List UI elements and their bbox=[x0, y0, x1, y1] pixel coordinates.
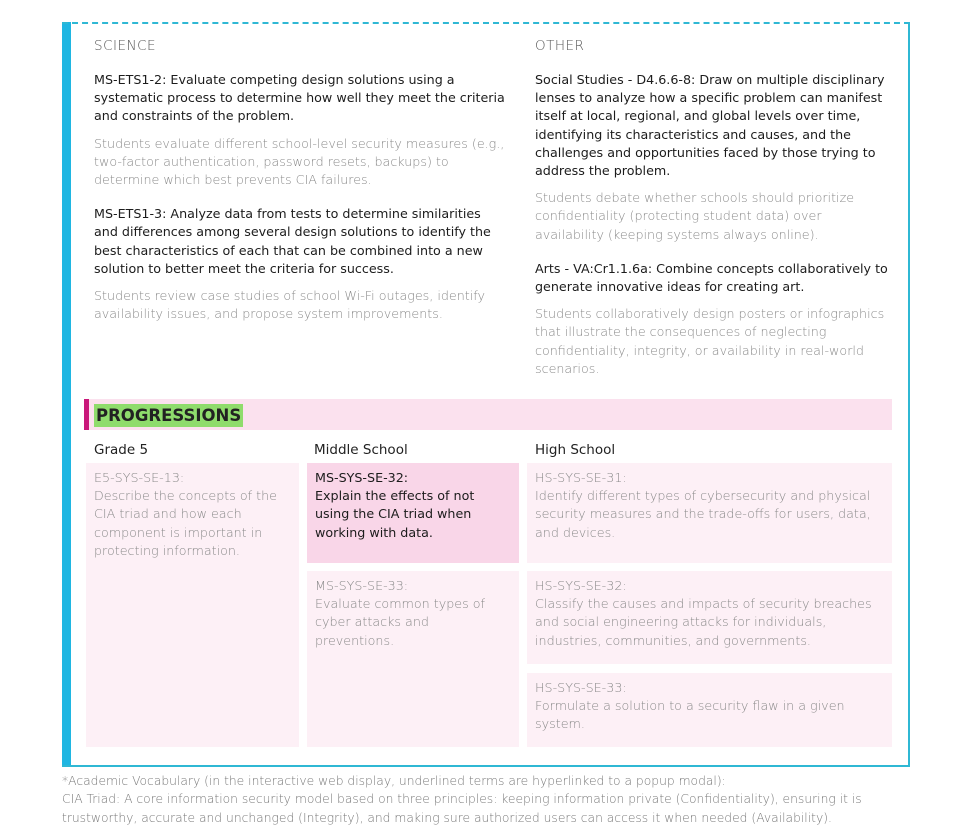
science-heading: SCIENCE bbox=[94, 38, 157, 54]
science-standard-1: MS-ETS1-2: Evaluate competing design solutions using a systematic process to determine how well they meet the criteria and constraints of the problem. bbox=[94, 72, 505, 124]
high-text-3: Formulate a solution to a security flaw in a given system. bbox=[535, 698, 845, 732]
high-card-2 bbox=[527, 571, 892, 664]
science-description-1: Students evaluate different school-level security measures (e.g., two-factor authentication, password resets, backups) to determine which best prevents CIA failures. bbox=[94, 135, 505, 188]
other-heading: OTHER bbox=[535, 38, 585, 54]
high-code-1: HS-SYS-SE-31: bbox=[535, 470, 627, 485]
other-standard-2: Arts - VA:Cr1.1.6a: Combine concepts collaboratively to generate innovative ideas for creating art. bbox=[535, 260, 888, 295]
middle-code-2: MS-SYS-SE-33: bbox=[315, 578, 409, 593]
progressions-title: PROGRESSIONS bbox=[96, 406, 242, 425]
other-description-1: Students debate whether schools should prioritize confidentiality (protecting student data) over availability (keeping systems always online). bbox=[535, 190, 855, 242]
progressions-accent bbox=[84, 399, 89, 430]
high-text-2: Classify the causes and impacts of security breaches and social engineering attacks for individuals, industries, communities, and governments. bbox=[535, 596, 872, 648]
grade5-heading: Grade 5 bbox=[94, 442, 149, 458]
middle-text-2: Evaluate common types of cyber attacks and preventions. bbox=[315, 596, 485, 648]
footnote-line-3: trustworthy, accurate and unchanged (Integrity), and making sure authorized users can access it when needed (Availability). bbox=[62, 810, 832, 825]
grade5-card bbox=[86, 463, 299, 747]
high-code-2: HS-SYS-SE-32: bbox=[535, 578, 627, 593]
high-card-1 bbox=[527, 463, 892, 563]
middle-card-1 bbox=[307, 463, 519, 563]
high-text-1: Identify different types of cybersecurity and physical security measures and the trade-offs for users, data, and devices. bbox=[535, 488, 871, 540]
middle-text-1: Explain the effects of not using the CIA triad when working with data. bbox=[315, 488, 475, 540]
footnote-line-1: *Academic Vocabulary (in the interactive web display, underlined terms are hyperlinked to a popup modal): bbox=[62, 774, 726, 788]
grade5-text: Describe the concepts of the CIA triad and how each component is important in protecting information. bbox=[94, 488, 277, 558]
high-code-3: HS-SYS-SE-33: bbox=[535, 680, 627, 695]
science-standard-2: MS-ETS1-3: Analyze data from tests to determine similarities and differences among several design solutions to identify the best characteristics of each that can be combined into a new solution to better meet the criteria for success. bbox=[94, 206, 491, 276]
science-column bbox=[94, 38, 506, 339]
science-description-2: Students review case studies of school Wi-Fi outages, identify availability issues, and propose system improvements. bbox=[94, 288, 486, 322]
middle-school-heading: Middle School bbox=[314, 442, 408, 458]
other-standard-1: Social Studies - D4.6.6-8: Draw on multiple disciplinary lenses to analyze how a specific problem can manifest itself at local, regional, and global levels over time, identifying its characteristics and causes, and the challenges and opportunities faced by those trying to address the problem. bbox=[535, 72, 885, 179]
footnote-line-2: CIA Triad: A core information security model based on three principles: keeping information private (Confidentiality), ensuring it is bbox=[62, 792, 862, 807]
high-school-heading: High School bbox=[535, 442, 616, 458]
middle-code-1: MS-SYS-SE-32: bbox=[315, 470, 409, 485]
grade5-code: E5-SYS-SE-13: bbox=[94, 470, 185, 485]
other-column bbox=[535, 38, 890, 394]
academic-vocabulary-footnote bbox=[62, 772, 932, 827]
middle-card-2 bbox=[307, 571, 519, 747]
other-description-2: Students collaboratively design posters or infographics that illustrate the consequences of neglecting confidentiality, integrity, or availability in real-world scenarios. bbox=[535, 306, 885, 376]
high-card-3 bbox=[527, 673, 892, 747]
